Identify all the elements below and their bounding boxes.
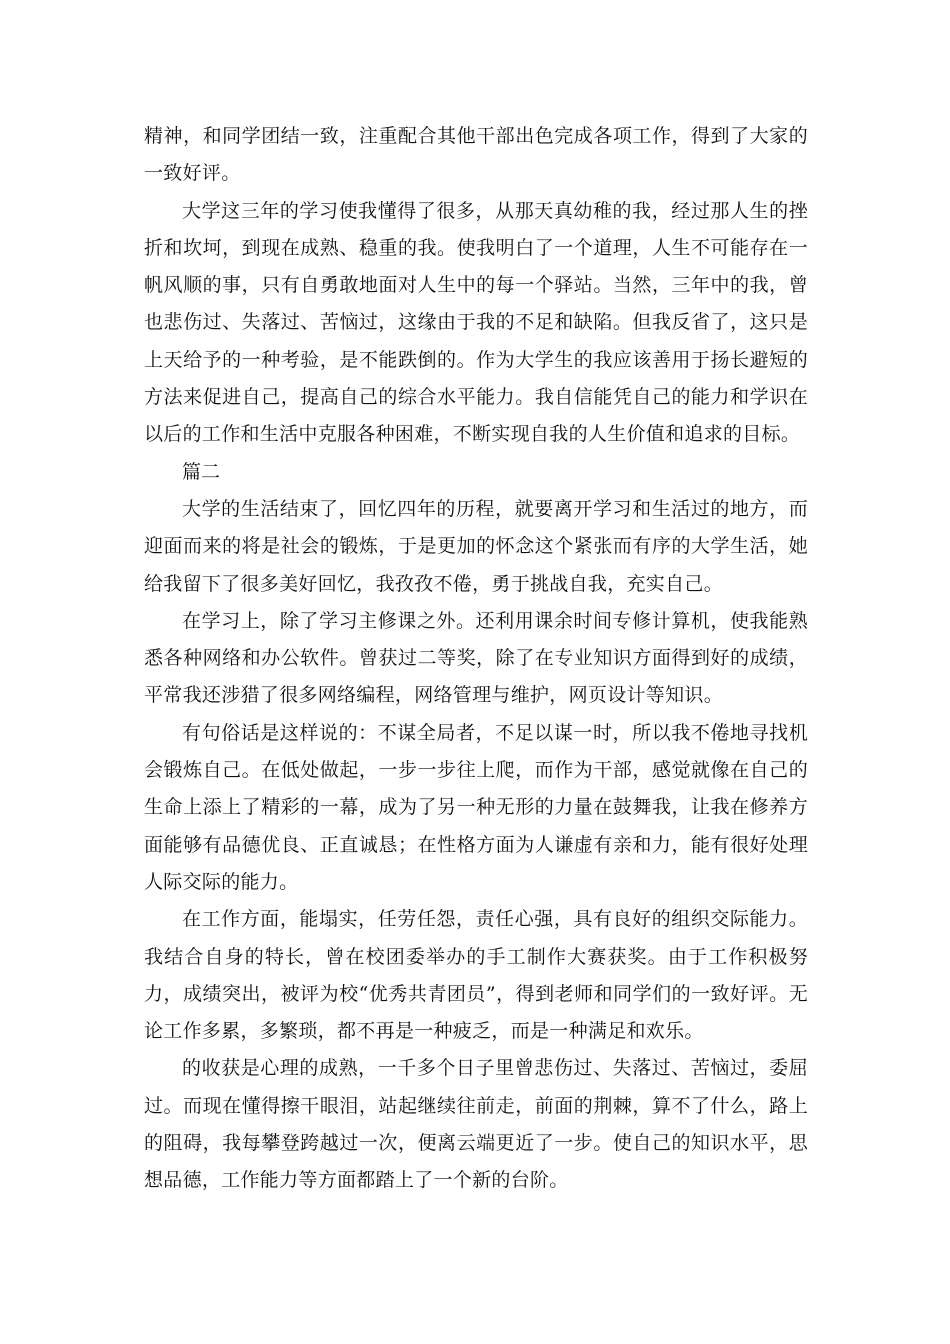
- paragraph: 大学这三年的学习使我懂得了很多，从那天真幼稚的我，经过那人生的挫折和坎坷，到现在成熟、稳重的我。使我明白了一个道理，人生不可能存在一帆风顺的事，只有自勇敢地面对人生中的每一个驿站。当然，三年中的我，曾也悲伤过、失落过、苦恼过，这缘由于我的不足和缺陷。但我反省了，这只是上天给予的一种考验，是不能跌倒的。作为大学生的我应该善用于扬长避短的方法来促进自己，提高自己的综合水平能力。我自信能凭自己的能力和学识在以后的工作和生活中克服各种困难，不断实现自我的人生价值和追求的目标。: [144, 199, 808, 446]
- paragraph: 的收获是心理的成熟，一千多个日子里曾悲伤过、失落过、苦恼过，委屈过。而现在懂得擦干眼泪，站起继续往前走，前面的荆棘，算不了什么，路上的阻碍，我每攀登跨越过一次，便离云端更近了一步。使自己的知识水平，思想品德，工作能力等方面都踏上了一个新的台阶。: [144, 1057, 808, 1192]
- section-heading: 篇二: [182, 460, 221, 483]
- paragraph: 有句俗话是这样说的：不谋全局者，不足以谋一时，所以我不倦地寻找机会锻炼自己。在低处做起，一步一步往上爬，而作为干部，感觉就像在自己的生命上添上了精彩的一幕，成为了另一种无形的力量在鼓舞我，让我在修养方面能够有品德优良、正直诚恳；在性格方面为人谦虚有亲和力，能有很好处理人际交际的能力。: [144, 721, 808, 893]
- paragraph: 在工作方面，能塌实，任劳任怨，责任心强，具有良好的组织交际能力。我结合自身的特长，曾在校团委举办的手工制作大赛获奖。由于工作积极努力，成绩突出，被评为校“优秀共青团员”，得到老师和同学们的一致好评。无论工作多累，多繁琐，都不再是一种疲乏，而是一种满足和欢乐。: [144, 908, 808, 1043]
- document-body: [144, 118, 808, 1200]
- paragraph: 在学习上，除了学习主修课之外。还利用课余时间专修计算机，使我能熟悉各种网络和办公软件。曾获过二等奖，除了在专业知识方面得到好的成绩，平常我还涉猎了很多网络编程，网络管理与维护，网页设计等知识。: [144, 609, 808, 707]
- paragraph: 大学的生活结束了，回忆四年的历程，就要离开学习和生活过的地方，而迎面而来的将是社会的锻炼，于是更加的怀念这个紧张而有序的大学生活，她给我留下了很多美好回忆，我孜孜不倦，勇于挑战自我，充实自己。: [144, 497, 808, 595]
- paragraph-continuation: 精神，和同学团结一致，注重配合其他干部出色完成各项工作，得到了大家的一致好评。: [144, 125, 808, 185]
